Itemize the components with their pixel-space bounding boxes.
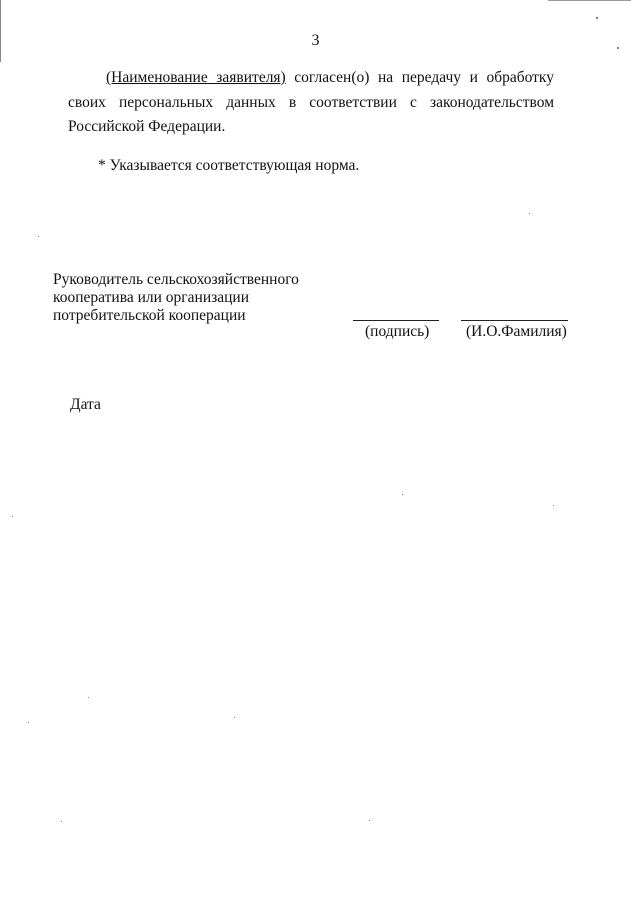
scan-speck [596,17,598,19]
name-caption: (И.О.Фамилия) [466,323,567,340]
scan-speck [553,505,554,506]
applicant-name-placeholder: (Наименование заявителя) [106,69,286,86]
page-number: 3 [311,32,320,49]
date-label: Дата [70,396,101,413]
name-line [461,320,568,321]
scan-edge-top [548,0,631,1]
signer-title-line: кооператива или организации [53,289,249,306]
scan-speck [402,494,403,495]
signer-title-line: Руководитель сельскохозяйственного [53,271,299,288]
footnote: * Указывается соответствующая норма. [98,157,360,174]
consent-paragraph [68,66,554,140]
scan-speck [529,213,530,214]
consent-text: согласен(о) на передачу и обработку своих персональных данных в соответствии с законодательством Российской Федерации. [68,69,554,135]
scan-speck [28,722,29,723]
scan-speck [234,717,235,718]
signature-caption: (подпись) [365,323,430,340]
scan-speck [12,516,13,517]
signature-line [353,320,439,321]
scan-speck [61,821,62,822]
signer-title [53,271,299,325]
scan-speck [88,697,89,698]
scan-speck [38,236,39,237]
signer-title-line: потребительской кооперации [53,307,246,324]
scan-edge-left [0,0,1,62]
scan-speck [369,820,370,821]
